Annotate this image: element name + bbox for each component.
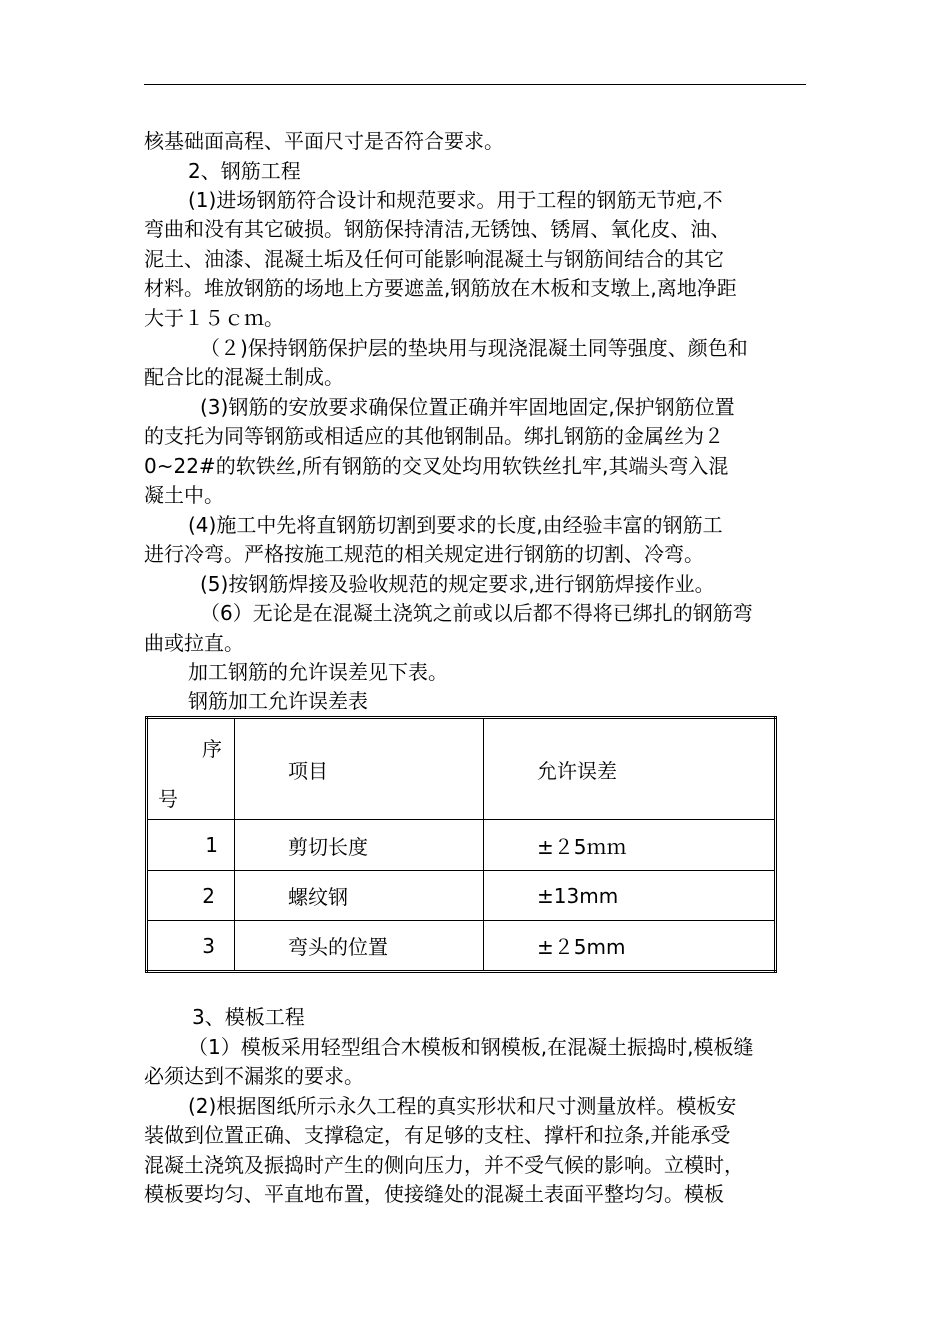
paragraph-line: 混凝土浇筑及振捣时产生的侧向压力，并不受气候的影响。立模时，	[144, 1153, 744, 1177]
paragraph-line: (3)钢筋的安放要求确保位置正确并牢固地固定,保护钢筋位置	[200, 395, 735, 419]
row-tolerance-cell	[484, 871, 776, 921]
header-rule	[144, 84, 806, 85]
header-item-cell	[235, 718, 484, 820]
paragraph-line: 泥土、油漆、混凝土垢及任何可能影响混凝土与钢筋间结合的其它	[144, 247, 724, 271]
paragraph-line: 的支托为同等钢筋或相适应的其他钢制品。绑扎钢筋的金属丝为２	[144, 424, 724, 448]
row-item-cell	[235, 871, 484, 921]
row-seq: 1	[147, 820, 235, 871]
paragraph-line: 装做到位置正确、支撑稳定，有足够的支柱、撑杆和拉条,并能承受	[144, 1123, 731, 1147]
paragraph-line: 凝土中。	[144, 483, 224, 507]
paragraph-line: (5)按钢筋焊接及验收规范的规定要求,进行钢筋焊接作业。	[200, 572, 715, 596]
table-row	[147, 820, 776, 871]
tolerance-table	[145, 716, 777, 973]
header-seq-bottom: 号	[158, 787, 178, 811]
table-header-row	[147, 718, 776, 820]
row-tolerance: ±２5ｍｍ	[537, 834, 627, 859]
paragraph-line: 核基础面高程、平面尺寸是否符合要求。	[144, 129, 504, 153]
paragraph-line: 进行冷弯。严格按施工规范的相关规定进行钢筋的切割、冷弯。	[144, 542, 704, 566]
row-item: 弯头的位置	[288, 935, 388, 959]
paragraph-line: （6）无论是在混凝土浇筑之前或以后都不得将已绑扎的钢筋弯	[200, 601, 753, 625]
header-seq-cell	[147, 718, 235, 820]
paragraph-line: 加工钢筋的允许误差见下表。	[188, 660, 448, 684]
paragraph-line: 弯曲和没有其它破损。钢筋保持清洁,无锈蚀、锈屑、氧化皮、油、	[144, 217, 731, 241]
header-seq-top: 序	[202, 737, 222, 761]
row-item: 螺纹钢	[288, 885, 348, 909]
row-seq: 3	[147, 921, 235, 972]
row-seq: 2	[147, 871, 235, 921]
row-tolerance: ±２5mm	[537, 935, 626, 959]
section-heading-rebar: 2、钢筋工程	[188, 159, 301, 183]
paragraph-line: (2)根据图纸所示永久工程的真实形状和尺寸测量放样。模板安	[188, 1094, 737, 1118]
row-tolerance-cell	[484, 820, 776, 871]
paragraph-line: 必须达到不漏浆的要求。	[144, 1064, 364, 1088]
table-caption: 钢筋加工允许误差表	[188, 689, 368, 713]
paragraph-line: （２)保持钢筋保护层的垫块用与现浇混凝土同等强度、颜色和	[200, 336, 748, 360]
header-tolerance-cell	[484, 718, 776, 820]
paragraph-line: 材料。堆放钢筋的场地上方要遮盖,钢筋放在木板和支墩上,离地净距	[144, 276, 737, 300]
row-item: 剪切长度	[288, 834, 368, 859]
table-row	[147, 921, 776, 972]
row-item-cell	[235, 921, 484, 972]
paragraph-line: （1）模板采用轻型组合木模板和钢模板,在混凝土振捣时,模板缝	[188, 1035, 754, 1059]
paragraph-line: 大于１５ｃｍ。	[144, 306, 284, 330]
paragraph-line: (1)进场钢筋符合设计和规范要求。用于工程的钢筋无节疤,不	[188, 188, 723, 212]
header-tolerance: 允许误差	[537, 758, 617, 783]
row-tolerance: ±13mm	[537, 883, 619, 908]
paragraph-line: 曲或拉直。	[144, 631, 244, 655]
table-row	[147, 871, 776, 921]
paragraph-line: 0~22#的软铁丝,所有钢筋的交叉处均用软铁丝扎牢,其端头弯入混	[144, 454, 729, 478]
paragraph-line: 模板要均匀、平直地布置，使接缝处的混凝土表面平整均匀。模板	[144, 1182, 724, 1206]
row-item-cell	[235, 820, 484, 871]
header-item: 项目	[288, 758, 328, 783]
paragraph-line: 配合比的混凝土制成。	[144, 365, 344, 389]
paragraph-line: (4)施工中先将直钢筋切割到要求的长度,由经验丰富的钢筋工	[188, 513, 723, 537]
row-tolerance-cell	[484, 921, 776, 972]
section-heading-formwork: 3、模板工程	[192, 1005, 305, 1029]
